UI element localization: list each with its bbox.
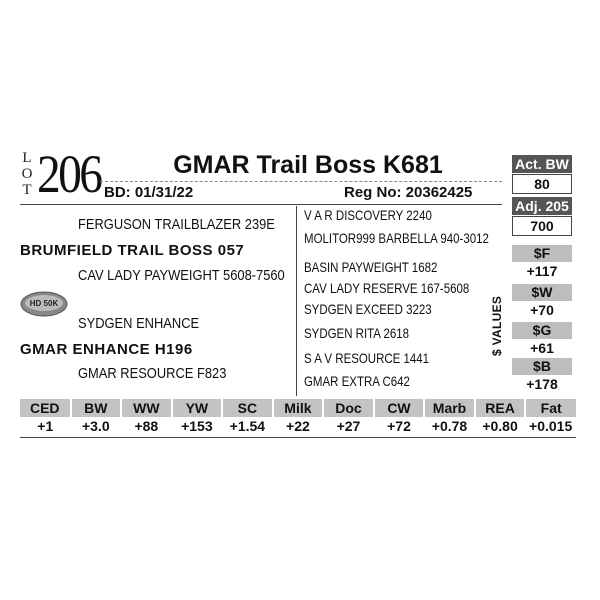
- epd-header: Fat: [525, 399, 576, 417]
- lot-letter: T: [22, 182, 32, 198]
- lot-number: 206: [37, 144, 101, 204]
- act-bw-label: Act. BW: [512, 155, 572, 173]
- lot-label: [19, 150, 35, 198]
- pedigree-ddd: GMAR EXTRA C642: [304, 373, 410, 389]
- epd-value: +153: [181, 418, 213, 434]
- dollar-w-label: $W: [512, 284, 572, 301]
- lot-letter: O: [21, 166, 33, 182]
- epd-value: +0.80: [482, 418, 518, 434]
- act-bw-value: 80: [512, 174, 572, 194]
- pedigree-sss: V A R DISCOVERY 2240: [304, 207, 432, 223]
- pedigree-sire-dam: CAV LADY PAYWEIGHT 5608-7560: [78, 267, 285, 284]
- epd-value: +22: [286, 418, 310, 434]
- lot-letter: L: [22, 150, 32, 166]
- pedigree-sdd: CAV LADY RESERVE 167-5608: [304, 280, 470, 296]
- epd-header: YW: [172, 399, 223, 417]
- epd-header: CED: [20, 399, 71, 417]
- epd-header-row: [20, 399, 576, 417]
- epd-header: REA: [475, 399, 526, 417]
- epd-header: Doc: [323, 399, 374, 417]
- bottom-divider: [20, 437, 576, 438]
- dollar-b-label: $B: [512, 358, 572, 375]
- pedigree-sds: BASIN PAYWEIGHT 1682: [304, 259, 438, 275]
- dollar-g-value: +61: [530, 340, 554, 356]
- pedigree-sire-sire: FERGUSON TRAILBLAZER 239E: [78, 216, 275, 233]
- adj-205-label: Adj. 205: [512, 197, 572, 215]
- birth-date: BD: 01/31/22: [104, 184, 194, 201]
- dollar-b-value: +178: [526, 376, 558, 392]
- epd-value: +0.015: [529, 418, 573, 434]
- epd-table: [20, 399, 576, 435]
- pedigree-dam-dam: GMAR RESOURCE F823: [78, 365, 227, 382]
- dollar-w-value: +70: [530, 302, 554, 318]
- registration-number: Reg No: 20362425: [344, 184, 473, 201]
- epd-value: +1.54: [229, 418, 266, 434]
- dollar-values-label: $ VALUES: [490, 295, 504, 356]
- epd-value: +0.78: [431, 418, 468, 434]
- epd-header: BW: [71, 399, 122, 417]
- header-divider: [100, 181, 502, 182]
- epd-value: +88: [134, 418, 159, 434]
- dollar-f-value: +117: [526, 263, 558, 279]
- epd-value: +27: [336, 418, 361, 434]
- pedigree-dam: GMAR ENHANCE H196: [20, 341, 193, 358]
- hd50k-badge-icon: [20, 291, 68, 317]
- epd-header: CW: [374, 399, 425, 417]
- epd-value: +72: [387, 418, 411, 434]
- pedigree-dss: SYDGEN EXCEED 3223: [304, 301, 432, 317]
- pedigree-divider: [296, 206, 297, 396]
- pedigree-dds: S A V RESOURCE 1441: [304, 350, 430, 366]
- pedigree-dsd: SYDGEN RITA 2618: [304, 325, 410, 341]
- epd-value: +3.0: [81, 418, 110, 434]
- epd-header: WW: [121, 399, 172, 417]
- epd-value: +1: [37, 418, 54, 434]
- pedigree-top-divider: [20, 204, 502, 205]
- epd-header: Milk: [273, 399, 324, 417]
- adj-205-value: 700: [512, 216, 572, 236]
- animal-name: GMAR Trail Boss K681: [173, 151, 443, 179]
- epd-header: SC: [222, 399, 273, 417]
- pedigree-sire: BRUMFIELD TRAIL BOSS 057: [20, 242, 245, 259]
- dollar-f-label: $F: [512, 245, 572, 262]
- epd-header: Marb: [424, 399, 475, 417]
- dollar-g-label: $G: [512, 322, 572, 339]
- pedigree-ssd: MOLITOR999 BARBELLA 940-3012: [304, 230, 489, 246]
- pedigree-dam-sire: SYDGEN ENHANCE: [78, 315, 200, 332]
- epd-value-row: [20, 417, 576, 435]
- badge-text: HD 50K: [29, 299, 59, 308]
